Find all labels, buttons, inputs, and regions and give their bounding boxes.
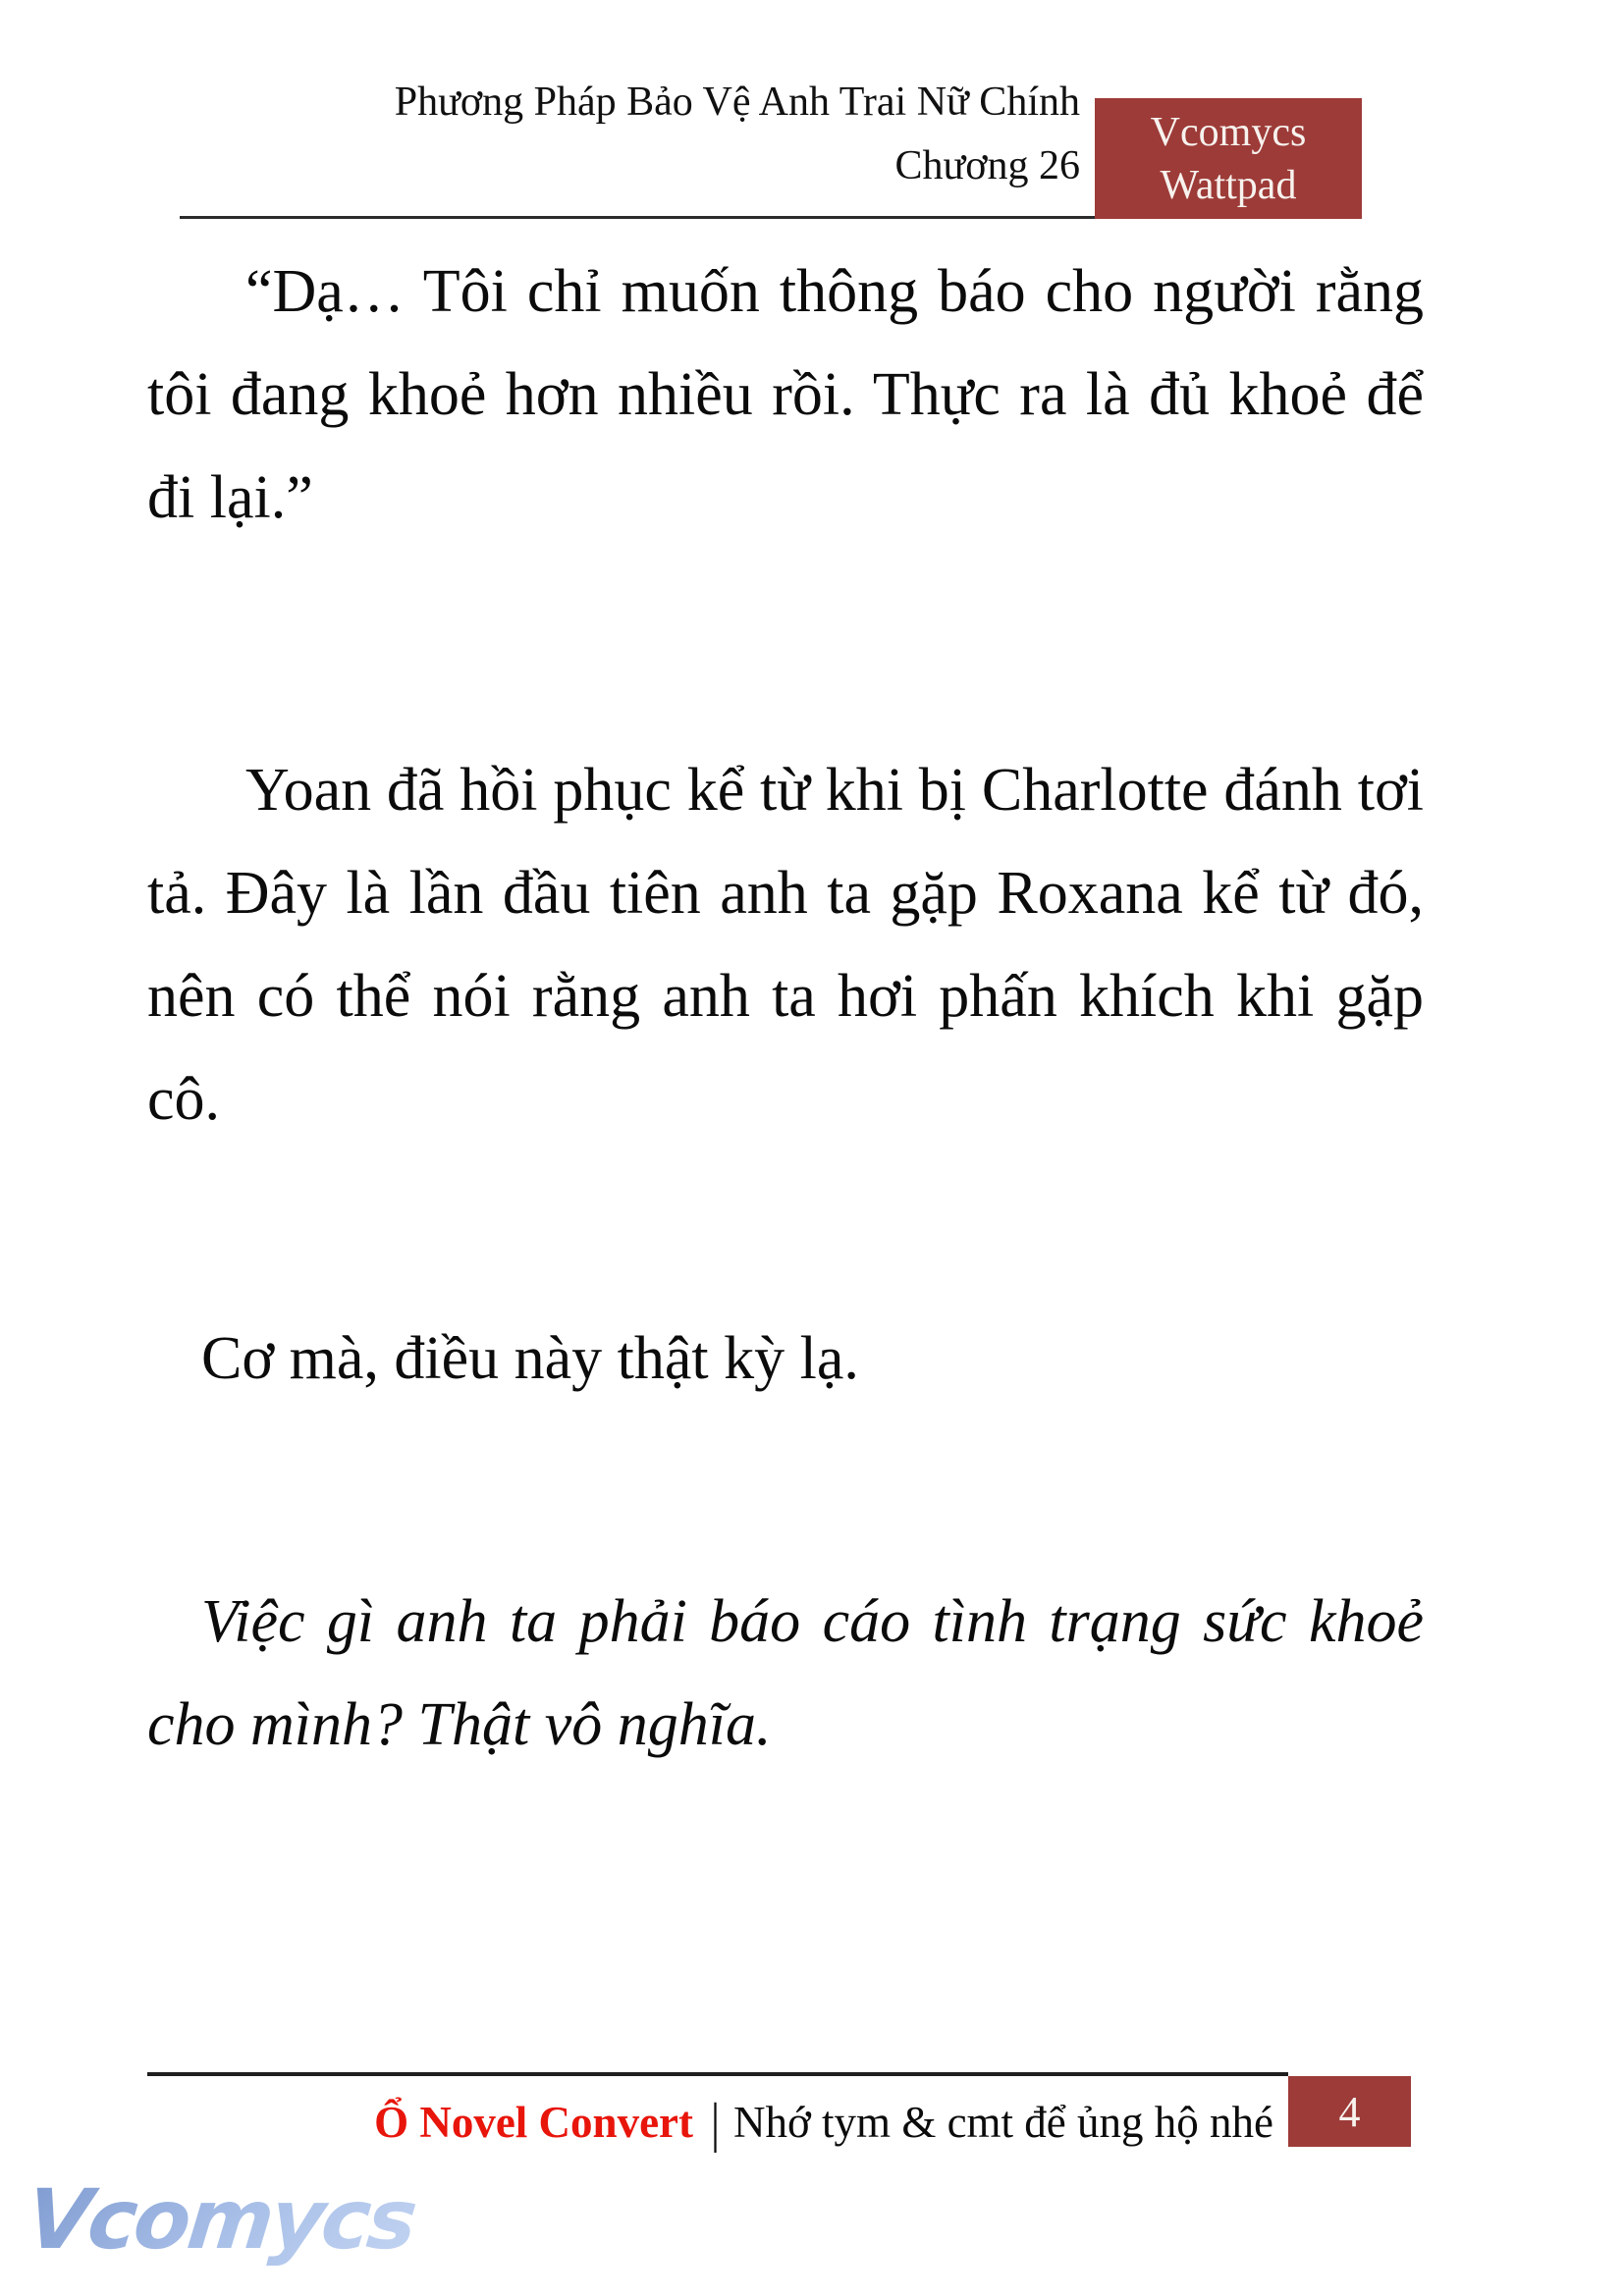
book-title: Phương Pháp Bảo Vệ Anh Trai Nữ Chính [394,80,1080,125]
footer-note: Nhớ tym & cmt để ủng hộ nhé [733,2098,1273,2147]
page-header [395,71,1080,198]
publisher-badge-line2: Wattpad [1160,162,1297,208]
publisher-badge-line1: Vcomycs [1150,109,1307,155]
paragraph-italic: Việc gì anh ta phải báo cáo tình trạng sức khoẻ cho mình? Thật vô nghĩa. [147,1588,1424,1758]
page-footer [374,2091,1273,2154]
publisher-badge [1095,98,1362,219]
page-number-badge [1288,2076,1411,2147]
page-number: 4 [1338,2087,1361,2136]
vcomycs-logo-watermark: Vcomycs [22,2171,419,2268]
footer-divider [147,2072,1288,2076]
paragraph: “Dạ… Tôi chỉ muốn thông báo cho người rằng tôi đang khoẻ hơn nhiều rồi. Thực ra là đủ khoẻ để đi lại.” [147,258,1424,531]
chapter-label: Chương 26 [894,143,1080,188]
footer-separator: | [711,2091,721,2154]
chapter-body [147,240,1424,1777]
header-divider [180,216,1095,219]
paragraph: Cơ mà, điều này thật kỳ lạ. [201,1325,859,1392]
footer-brand: Ổ Novel Convert [374,2098,693,2147]
paragraph: Yoan đã hồi phục kể từ khi bị Charlotte đánh tơi tả. Đây là lần đầu tiên anh ta gặp Roxana kể từ đó, nên có thể nói rằng anh ta hơi phấn khích khi gặp cô. [147,757,1424,1133]
